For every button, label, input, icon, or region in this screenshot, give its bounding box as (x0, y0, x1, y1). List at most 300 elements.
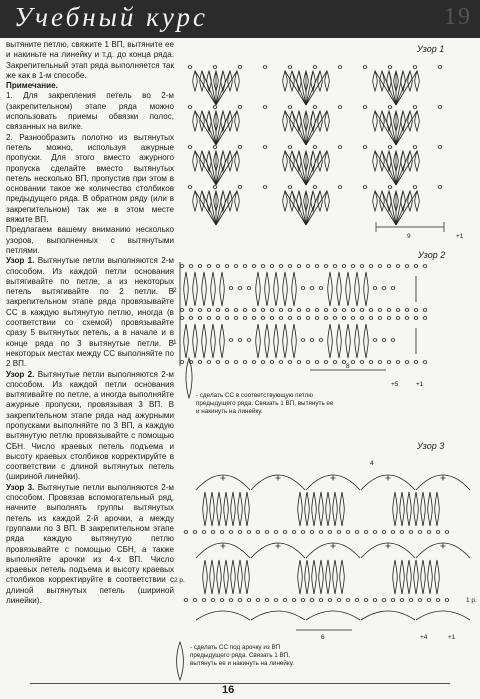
chain-stitch-symbol (373, 531, 377, 534)
long-loop-symbol (400, 560, 405, 594)
long-loop-symbol (326, 560, 331, 594)
loop-stem (396, 71, 410, 105)
chain-stitch-symbol (263, 66, 267, 69)
chain-stitch-symbol (337, 599, 341, 602)
chain-stitch-symbol (310, 531, 314, 534)
chain-stitch-symbol (364, 531, 368, 534)
long-loop-symbol (298, 560, 303, 594)
chain-stitch-symbol (263, 186, 267, 189)
chain-stitch-symbol (313, 66, 317, 69)
chain-stitch-symbol (252, 309, 256, 312)
note-1: 1. Для закрепления петель во 2-м (закрепительном) этапе ряда можно использовать приемы обвязки полос, связанных на вилке. (6, 91, 174, 132)
chain-stitch-symbol (297, 361, 301, 364)
chain-stitch-symbol (234, 265, 238, 268)
chain-stitch-symbol (391, 339, 395, 342)
chain-stitch-symbol (360, 309, 364, 312)
chain-stitch-symbol (414, 317, 418, 320)
chain-stitch-symbol (396, 309, 400, 312)
chain-stitch-symbol (234, 309, 238, 312)
chain-stitch-symbol (346, 531, 350, 534)
long-loop-symbol (238, 492, 243, 526)
chain-stitch-symbol (306, 317, 310, 320)
chain-stitch-symbol (387, 317, 391, 320)
chain-stitch-symbol (297, 309, 301, 312)
chain-stitch-symbol (342, 317, 346, 320)
chain-stitch-symbol (279, 309, 283, 312)
chain-stitch-symbol (373, 339, 377, 342)
chain-stitch-symbol (238, 146, 242, 149)
long-loop-symbol (305, 560, 310, 594)
header-decor-number: 19 (444, 4, 472, 30)
chain-stitch-symbol (391, 287, 395, 290)
chain-stitch-symbol (263, 146, 267, 149)
chain-stitch-symbol (261, 265, 265, 268)
chain-stitch-symbol (445, 599, 449, 602)
chain-stitch-symbol (288, 186, 292, 189)
loop-stem (216, 71, 230, 105)
long-loop-symbol (265, 324, 270, 358)
chain-stitch-symbol (413, 66, 417, 69)
long-loop-symbol (283, 272, 288, 306)
chain-stitch-symbol (216, 361, 220, 364)
chain-stitch-symbol (333, 317, 337, 320)
chain-stitch-symbol (328, 599, 332, 602)
long-loop-symbol (364, 324, 369, 358)
long-loop-symbol (355, 324, 360, 358)
chain-stitch-symbol (211, 531, 215, 534)
chain-stitch-symbol (306, 309, 310, 312)
long-loop-symbol (414, 492, 419, 526)
page-number: 16 (222, 684, 235, 696)
chain-stitch-symbol (382, 531, 386, 534)
chain-stitch-symbol (319, 531, 323, 534)
base-arch (306, 611, 360, 620)
chain-stitch-symbol (238, 106, 242, 109)
loop-stem (202, 191, 216, 225)
chain-stitch-symbol (388, 66, 392, 69)
loop-stem (382, 151, 396, 185)
chain-stitch-symbol (274, 599, 278, 602)
chain-stitch-symbol (270, 265, 274, 268)
chain-stitch-symbol (396, 361, 400, 364)
pattern-1-paragraph (6, 256, 174, 369)
pattern-1-text: Вытянутые петли выполняются 2-м способом. Из каждой петли основания вытягивайте по петле, а из некоторых петель вытягивайте по 2 петли. В закрепительном этапе ряда провязывайте СС в каждую вытянутую петлю, иногда (в соответствии со схемой) провязывайте сразу 5 вытянутых петель, а в начале и в конце ряда по 3 вытянутые петли. В некоторых местах между СС выполняйте по 2 ВП. (6, 256, 174, 369)
long-loop-symbol (231, 560, 236, 594)
single-crochet-symbol (331, 544, 336, 549)
chain-stitch-symbol (369, 361, 373, 364)
chain-stitch-symbol (279, 361, 283, 364)
chain-stitch-symbol (292, 531, 296, 534)
legend-2-line-3: и накинуть на линейку. (196, 407, 263, 415)
p2-plus5-number: +5 (391, 381, 399, 388)
chain-stitch-symbol (409, 599, 413, 602)
chain-stitch-symbol (288, 361, 292, 364)
chain-stitch-symbol (288, 146, 292, 149)
chain-stitch-symbol (338, 146, 342, 149)
chain-stitch-symbol (423, 317, 427, 320)
footer-rule (30, 683, 450, 684)
loop-stem (216, 151, 230, 185)
chain-stitch-symbol (337, 531, 341, 534)
long-loop-symbol (224, 560, 229, 594)
text-column (6, 40, 174, 606)
chain-stitch-symbol (288, 309, 292, 312)
chain-stitch-symbol (229, 531, 233, 534)
single-crochet-symbol (441, 476, 446, 481)
long-loop-symbol (340, 560, 345, 594)
long-loop-symbol (319, 492, 324, 526)
chain-stitch-symbol (400, 531, 404, 534)
chain-stitch-symbol (252, 317, 256, 320)
pattern-2-text: Вытянутые петли выполняются 2-м способом. Из каждой петли основания вытягивайте по петле, а иногда выполняйте ажурные пропуски, провязывая 3 ВП. В закрепительном этапе ряда над ажурными пропусками выполняйте по 3 ВП, а каждую вытянутую петлю провязывайте с помощью СБН. Число краевых петель подъема и высоту краевых столбиков корректируйте в соответствии с длиной вытянутых петель (шириной линейки). (6, 369, 174, 482)
long-loop-symbol (238, 560, 243, 594)
chain-stitch-symbol (297, 317, 301, 320)
chain-stitch-symbol (180, 309, 184, 312)
chain-stitch-symbol (238, 287, 242, 290)
long-loop-symbol (210, 492, 215, 526)
chain-stitch-symbol (180, 361, 184, 364)
long-loop-symbol (193, 272, 198, 306)
chain-stitch-symbol (360, 265, 364, 268)
loop-stem (396, 151, 410, 185)
chain-stitch-symbol (184, 599, 188, 602)
chain-stitch-symbol (413, 146, 417, 149)
long-loop-symbol (202, 324, 207, 358)
chain-stitch-symbol (355, 531, 359, 534)
chain-stitch-symbol (301, 287, 305, 290)
chain-stitch-symbol (355, 599, 359, 602)
long-loop-symbol (283, 324, 288, 358)
p3-plus1-number: +1 (448, 634, 456, 641)
chain-stitch-symbol (396, 265, 400, 268)
chain-stitch-symbol (306, 361, 310, 364)
pattern-1-diagram (176, 52, 476, 242)
long-loop-symbol (319, 560, 324, 594)
loop-stem (306, 151, 320, 185)
chain-stitch-symbol (234, 361, 238, 364)
chain-stitch-symbol (225, 317, 229, 320)
section-title: Учебный курс (14, 2, 208, 32)
long-loop-symbol (364, 272, 369, 306)
legend-2-line-2: предыдущего ряда. Связать 1 ВП, вытянуть ее (196, 399, 334, 407)
pattern-2-legend (196, 392, 333, 415)
chain-stitch-symbol (363, 146, 367, 149)
long-loop-symbol (435, 492, 440, 526)
single-crochet-symbol (386, 544, 391, 549)
chain-stitch-symbol (351, 317, 355, 320)
chain-stitch-symbol (382, 339, 386, 342)
chain-stitch-symbol (333, 361, 337, 364)
pattern-3-legend (190, 644, 294, 667)
chain-stitch-symbol (229, 599, 233, 602)
note-2: 2. Разнообразить полотно из вытянутых петель можно, используя ажурные пропуски. Для этого вместо ажурного пропуска сделайте вместо вытянутых петель несколько ВП, пропустив при этом в основании такое же количество столбиков предыдущего ряда. В обратном ряду (или в закрепительном) так же в этом месте вяжите ВП. (6, 132, 174, 225)
chain-stitch-symbol (414, 309, 418, 312)
chain-stitch-symbol (363, 66, 367, 69)
chain-stitch-symbol (438, 186, 442, 189)
intro-paragraph: вытяните петлю, свяжите 1 ВП, вытяните ее и накиньте на линейку и т.д. до конца ряда. Закрепительный этап ряда выполняется так же как в 1-м способе. (6, 40, 174, 80)
chain-stitch-symbol (414, 265, 418, 268)
chain-stitch-symbol (360, 317, 364, 320)
p3-repeat-number: 6 (321, 634, 325, 641)
chain-stitch-symbol (189, 309, 193, 312)
chain-stitch-symbol (319, 599, 323, 602)
long-loop-symbol (220, 324, 225, 358)
chain-stitch-symbol (427, 531, 431, 534)
single-crochet-symbol (276, 544, 281, 549)
long-loop-symbol (435, 560, 440, 594)
chain-stitch-symbol (189, 317, 193, 320)
chain-stitch-symbol (388, 186, 392, 189)
chain-stitch-symbol (207, 317, 211, 320)
chain-stitch-symbol (225, 265, 229, 268)
chain-stitch-symbol (373, 599, 377, 602)
base-arch (416, 611, 470, 620)
chain-stitch-symbol (405, 317, 409, 320)
chain-stitch-symbol (328, 531, 332, 534)
loop-stem (216, 191, 230, 225)
chain-stitch-symbol (279, 265, 283, 268)
chain-stitch-symbol (256, 599, 260, 602)
chain-stitch-symbol (414, 361, 418, 364)
long-loop-symbol (312, 492, 317, 526)
long-loop-symbol (400, 492, 405, 526)
chain-stitch-symbol (413, 106, 417, 109)
p2-plus1-number: +1 (416, 381, 424, 388)
chain-stitch-symbol (438, 146, 442, 149)
chain-stitch-symbol (279, 317, 283, 320)
chain-stitch-symbol (315, 309, 319, 312)
long-loop-symbol (346, 272, 351, 306)
long-loop-symbol (202, 272, 207, 306)
chain-stitch-symbol (229, 339, 233, 342)
chain-stitch-symbol (324, 309, 328, 312)
base-arch (251, 611, 305, 620)
chain-stitch-symbol (445, 531, 449, 534)
long-loop-symbol (333, 492, 338, 526)
chain-stitch-symbol (193, 599, 197, 602)
chain-stitch-symbol (283, 531, 287, 534)
chain-stitch-symbol (369, 265, 373, 268)
long-loop-symbol (298, 492, 303, 526)
long-loop-symbol (421, 492, 426, 526)
chain-stitch-symbol (198, 361, 202, 364)
single-crochet-symbol (441, 544, 446, 549)
single-crochet-symbol (221, 476, 226, 481)
legend-3-line-2: предыдущего ряда. Связать 1 ВП, (190, 651, 290, 659)
chain-stitch-symbol (225, 309, 229, 312)
long-loop-symbol (355, 272, 360, 306)
chain-stitch-symbol (189, 265, 193, 268)
chain-stitch-symbol (351, 265, 355, 268)
pattern-2-diagram (173, 258, 476, 398)
chain-stitch-symbol (342, 265, 346, 268)
loop-symbol-icon (170, 640, 190, 682)
chain-stitch-symbol (324, 361, 328, 364)
chain-stitch-symbol (382, 599, 386, 602)
long-loop-symbol (328, 324, 333, 358)
chain-stitch-symbol (315, 361, 319, 364)
pattern-1-label: Узор 1 (417, 44, 445, 54)
chain-stitch-symbol (238, 531, 242, 534)
chain-stitch-symbol (207, 309, 211, 312)
chain-stitch-symbol (288, 265, 292, 268)
chain-stitch-symbol (313, 186, 317, 189)
long-loop-symbol (203, 560, 208, 594)
long-loop-symbol (346, 324, 351, 358)
single-crochet-symbol (221, 544, 226, 549)
long-loop-symbol (211, 272, 216, 306)
loop-stem (216, 111, 230, 145)
chain-stitch-symbol (211, 599, 215, 602)
chain-stitch-symbol (270, 317, 274, 320)
chain-stitch-symbol (234, 317, 238, 320)
long-loop-symbol (393, 492, 398, 526)
chain-stitch-symbol (301, 599, 305, 602)
chain-stitch-symbol (288, 106, 292, 109)
chain-stitch-symbol (184, 531, 188, 534)
chain-stitch-symbol (263, 106, 267, 109)
chain-stitch-symbol (261, 361, 265, 364)
chain-stitch-symbol (310, 287, 314, 290)
long-loop-symbol (231, 492, 236, 526)
chain-stitch-symbol (270, 361, 274, 364)
chain-stitch-symbol (388, 146, 392, 149)
chain-stitch-symbol (382, 287, 386, 290)
chain-stitch-symbol (292, 599, 296, 602)
long-loop-symbol (333, 560, 338, 594)
chain-stitch-symbol (310, 339, 314, 342)
loop-stem (382, 71, 396, 105)
chain-stitch-symbol (225, 361, 229, 364)
chain-stitch-symbol (220, 599, 224, 602)
chain-stitch-symbol (333, 309, 337, 312)
chain-stitch-symbol (387, 361, 391, 364)
pattern-2-label: Узор 2 (418, 250, 446, 260)
chain-stitch-symbol (252, 265, 256, 268)
chain-stitch-symbol (423, 361, 427, 364)
chain-stitch-symbol (247, 599, 251, 602)
chain-stitch-symbol (378, 309, 382, 312)
chain-stitch-symbol (369, 317, 373, 320)
note-title: Примечание. (6, 81, 58, 91)
long-loop-symbol (193, 324, 198, 358)
chain-stitch-symbol (202, 531, 206, 534)
chain-stitch-symbol (288, 317, 292, 320)
chain-stitch-symbol (202, 599, 206, 602)
chain-stitch-symbol (313, 106, 317, 109)
long-loop-symbol (256, 324, 261, 358)
long-loop-symbol (245, 560, 250, 594)
chain-stitch-symbol (306, 265, 310, 268)
chain-stitch-symbol (418, 599, 422, 602)
loop-stem (202, 111, 216, 145)
chain-stitch-symbol (301, 531, 305, 534)
long-loop-symbol (428, 492, 433, 526)
long-loop-symbol (210, 560, 215, 594)
chain-stitch-symbol (427, 599, 431, 602)
chain-stitch-symbol (364, 599, 368, 602)
chain-stitch-symbol (324, 265, 328, 268)
chain-stitch-symbol (243, 309, 247, 312)
long-loop-symbol (337, 272, 342, 306)
chain-stitch-symbol (342, 309, 346, 312)
long-loop-symbol (220, 272, 225, 306)
chain-stitch-symbol (319, 287, 323, 290)
chain-stitch-symbol (324, 317, 328, 320)
chain-stitch-symbol (213, 66, 217, 69)
legend-2-line-1: - сделать СС в соответствующую петлю (196, 392, 314, 399)
loop-stem (292, 191, 306, 225)
chain-stitch-symbol (261, 309, 265, 312)
chain-stitch-symbol (405, 361, 409, 364)
chain-stitch-symbol (436, 599, 440, 602)
pattern-2-title: Узор 2. (6, 369, 35, 379)
long-loop-symbol (184, 324, 189, 358)
chain-stitch-symbol (319, 339, 323, 342)
chain-stitch-symbol (338, 66, 342, 69)
loop-stem (382, 191, 396, 225)
chain-stitch-symbol (270, 309, 274, 312)
long-loop-symbol (184, 272, 189, 306)
long-loop-symbol (393, 560, 398, 594)
chain-stitch-symbol (363, 186, 367, 189)
chain-stitch-symbol (213, 146, 217, 149)
long-loop-symbol (340, 492, 345, 526)
chain-stitch-symbol (188, 106, 192, 109)
chain-stitch-symbol (265, 531, 269, 534)
loop-stem (202, 151, 216, 185)
loop-stem (292, 71, 306, 105)
header-banner (0, 0, 480, 38)
chain-stitch-symbol (396, 317, 400, 320)
pattern-1-title: Узор 1. (6, 256, 35, 266)
chain-stitch-symbol (369, 309, 373, 312)
chain-stitch-symbol (256, 531, 260, 534)
chain-stitch-symbol (436, 531, 440, 534)
chain-stitch-symbol (261, 317, 265, 320)
p2-row-2: 2 (173, 287, 177, 294)
chain-stitch-symbol (265, 599, 269, 602)
long-loop-symbol (312, 560, 317, 594)
chain-stitch-symbol (252, 361, 256, 364)
long-loop-symbol (407, 560, 412, 594)
p3-plus4-number: +4 (420, 634, 428, 641)
chain-stitch-symbol (315, 265, 319, 268)
long-loop-symbol (328, 272, 333, 306)
chain-stitch-symbol (391, 599, 395, 602)
long-loop-symbol (245, 492, 250, 526)
chain-stitch-symbol (333, 265, 337, 268)
p3-row1-label: 1 р. (466, 597, 477, 604)
long-loop-symbol (203, 492, 208, 526)
p2-repeat-number: 8 (346, 363, 350, 370)
single-crochet-symbol (276, 476, 281, 481)
long-loop-symbol (305, 492, 310, 526)
chain-stitch-symbol (301, 339, 305, 342)
long-loop-symbol (421, 560, 426, 594)
p1-repeat-number: 9 (407, 233, 411, 240)
chain-stitch-symbol (413, 186, 417, 189)
loop-stem (292, 111, 306, 145)
loop-stem (306, 111, 320, 145)
legend-3-line-1: - сделать СС под арочку из ВП (190, 644, 281, 651)
chain-stitch-symbol (409, 531, 413, 534)
loop-stem (396, 111, 410, 145)
chain-stitch-symbol (238, 186, 242, 189)
pattern-2-paragraph (6, 370, 174, 483)
chain-stitch-symbol (313, 146, 317, 149)
chain-stitch-symbol (351, 309, 355, 312)
